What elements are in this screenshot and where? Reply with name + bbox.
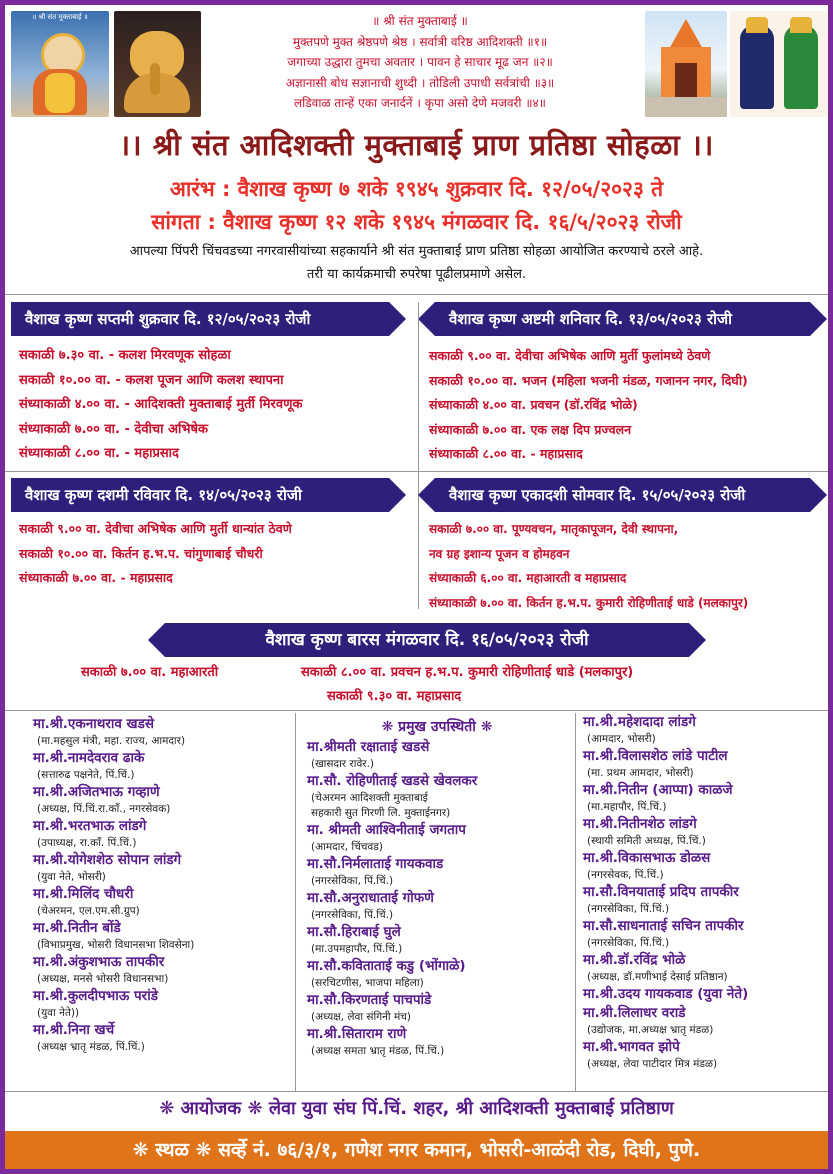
guest-entry (33, 851, 194, 885)
guest-name: मा.सौ.साधनाताई सचिन तापकीर (583, 918, 744, 934)
guest-entry (307, 1025, 567, 1059)
guest-entry (33, 919, 194, 953)
guest-entry (33, 783, 194, 817)
guest-name: मा.श्री.नामदेवराव ढाके (33, 750, 145, 766)
guest-entry (583, 951, 748, 985)
guests-middle-column (307, 717, 567, 1059)
guest-name: मा. श्रीमती आश्विनीताई जगताप (307, 822, 466, 838)
guest-role: (अध्यक्ष भ्रातृ मंडळ, पिं.चिं.) (37, 1041, 145, 1053)
schedule-item: संध्याकाळी ४.०० वा. - आदिशक्ती मुक्ताबाई मुर्ती मिरवणूक (19, 397, 303, 412)
day3-schedule (19, 517, 292, 591)
guest-name: मा.सौ.विनयाताई प्रदिप तापकीर (583, 884, 739, 900)
guest-entry (307, 772, 567, 821)
guest-name: मा.श्री.विलासशेठ लांडे पाटील (583, 748, 728, 764)
guest-name: मा.श्री.भरतभाऊ लांडगे (33, 818, 147, 834)
venue-footer: ❋ स्थळ ❋ सर्व्हे नं. ७६/३/१, गणेश नगर कमान, भोसरी-आळंदी रोड, दिघी, पुणे. (5, 1131, 828, 1169)
schedule-item: सकाळी १०.०० वा. - कलश पूजन आणि कलश स्थापना (19, 372, 284, 388)
guest-role: (अध्यक्ष समता भ्रातृ मंडळ, पिं.चिं.) (311, 1045, 445, 1057)
guest-entry (307, 923, 567, 957)
guest-role: (मा. प्रथम आमदार, भोसरी) (587, 767, 694, 779)
column-divider (295, 713, 296, 1091)
schedule-item: संध्याकाळी ६.०० वा. महाआरती व महाप्रसाद (429, 571, 627, 585)
guest-role: (सरचिटणीस, भाजपा महिला) (311, 977, 424, 989)
guest-name: मा.सौ.किरणताई पाचपांडे (307, 992, 432, 1008)
guest-name: मा.श्री.मिलिंद चौधरी (33, 886, 134, 902)
guest-name: मा.श्री.योगेशशेठ सोपान लांडगे (33, 852, 182, 868)
schedule-item: संध्याकाळी ४.०० वा. प्रवचन (डॉ.रविंद्र भोळे) (429, 397, 638, 412)
schedule-item: सकाळी ७.०० वा. पूण्यवचन, मातृकापूजन, देवी स्थापना, (429, 522, 679, 536)
guest-name: मा.श्रीमती रक्षाताई खडसे (307, 739, 430, 755)
event-title: ।। श्री संत आदिशक्ती मुक्ताबाई प्राण प्रतिष्ठा सोहळा ।। (119, 128, 714, 162)
guest-name: मा.श्री.एकनाथराव खडसे (33, 716, 154, 732)
guests-left-column (33, 715, 194, 1055)
day5-heading: वैशाख कृष्ण बारस मंगळवार दि. १६/०५/२०२३ रोजी (165, 623, 689, 657)
verse-line: मुक्तपणे मुक्त श्रेष्ठपणे श्रेष्ठ । सर्वात्री वरिष्ठ आदिशक्ती ॥१॥ (292, 34, 548, 49)
vitthal-rukmini-photo (730, 11, 828, 117)
guest-role: (नगरसेविका, पिं.चिं.) (587, 903, 670, 915)
guest-entry (583, 781, 748, 815)
section-divider (5, 710, 828, 711)
guest-name: मा.श्री.नितीन बोंडे (33, 920, 121, 936)
guest-entry (33, 953, 194, 987)
day5-item-2: सकाळी ८.०० वा. प्रवचन ह.भ.प. कुमारी रोहिणीताई धाडे (मलकापुर) (301, 665, 634, 680)
guest-name: मा.श्री.निना खर्चे (33, 1022, 115, 1038)
guest-role: (आमदार, चिंचवड) (311, 841, 383, 853)
day1-heading: वैशाख कृष्ण सप्तमी शुक्रवार दि. १२/०५/२०२३ रोजी (11, 302, 389, 336)
guest-entry (583, 815, 748, 849)
day1-schedule (19, 344, 302, 467)
section-divider (5, 1091, 828, 1092)
schedule-item: संध्याकाळी ७.०० वा. एक लक्ष दिप प्रज्वलन (429, 421, 632, 437)
guest-name: मा.श्री.अंकुशभाऊ तापकीर (33, 954, 165, 970)
guest-name: मा.श्री.भागवत झोपे (583, 1039, 680, 1055)
guest-entry (307, 855, 567, 889)
guest-role: (अध्यक्ष, लेवा पाटीदार मित्र मंडळ) (587, 1058, 718, 1070)
intro-line-1: आपल्या पिंपरी चिंचवडच्या नगरवासीयांच्या सहकार्याने श्री संत मुक्ताबाई प्राण प्रतिष्ठा सोहळा आयोजित करण्याचे ठरले आहे. (129, 244, 704, 259)
guest-role: (अध्यक्ष, पिं.चिं.रा.कॉं., नगरसेवक) (37, 803, 171, 815)
guest-entry (307, 821, 567, 855)
day4-schedule (429, 517, 748, 615)
guest-name: मा.सौ. रोहिणीताई खडसे खेवलकर (307, 773, 478, 789)
guest-name: मा.सौ.निर्मलाताई गायकवाड (307, 856, 444, 872)
guest-role: (विभाप्रमुख, भोसरी विधानसभा शिवसेना) (37, 939, 195, 951)
verse-line: लडिवाळ तान्हें एका जनार्दनें । कृपा असो देणे मजवरी ॥४॥ (294, 96, 546, 110)
guest-name: मा.सौ.हिराबाई घुले (307, 924, 401, 940)
photo-caption: ॥ श्री संत मुक्ताबाई ॥ (32, 13, 88, 21)
guest-entry (307, 738, 567, 772)
day4-heading: वैशाख कृष्ण एकादशी सोमवार दि. १५/०५/२०२३ रोजी (435, 478, 810, 512)
left-deity-photo (11, 11, 109, 117)
guest-role: (युवा नेते)) (37, 1007, 80, 1019)
section-divider (5, 471, 828, 472)
abhang-verses (180, 11, 660, 114)
verse-line: अज्ञानासी बोध सज्ञानाची शुध्दी । तोडिली उपाधी सर्वत्रांची ॥३॥ (285, 75, 555, 90)
guest-name: मा.श्री.अजितभाऊ गव्हाणे (33, 784, 160, 800)
guest-entry (583, 985, 748, 1004)
intro-line-2: तरी या कार्यक्रमाची रुपरेषा पूढीलप्रमाणे असेल. (306, 267, 527, 282)
guest-entry (33, 1021, 194, 1055)
guest-role: (उपाध्यक्ष, रा.कॉं. पिं.चिं.) (37, 837, 137, 849)
guest-entry (307, 957, 567, 991)
day5-item-3: सकाळी ९.३० वा. महाप्रसाद (327, 689, 462, 704)
section-divider (5, 294, 828, 295)
guest-role: सहकारी सुत गिरणी लि. मुक्ताईनगर) (311, 807, 451, 819)
guest-name: मा.श्री.उदय गायकवाड (युवा नेते) (583, 986, 749, 1002)
guest-entry (33, 817, 194, 851)
guest-entry (33, 715, 194, 749)
day3-heading: वैशाख कृष्ण दशमी रविवार दि. १४/०५/२०२३ रोजी (11, 478, 389, 512)
guest-role: (स्थायी समिती अध्यक्ष, पिं.चिं.) (587, 835, 706, 847)
guest-entry (33, 885, 194, 919)
guest-name: मा.सौ.अनुराधाताई गोफणे (307, 890, 434, 906)
guest-name: मा.श्री.नितीनशेठ लांडगे (583, 816, 697, 832)
schedule-item: संध्याकाळी ७.०० वा. - देवीचा अभिषेक (19, 421, 209, 437)
guest-name: मा.श्री.सिताराम राणे (307, 1026, 407, 1042)
schedule-item: संध्याकाळी ७.०० वा. - महाप्रसाद (19, 570, 173, 585)
guest-entry (583, 883, 748, 917)
column-divider (575, 713, 576, 1091)
guest-role: (मा.महापौर, पिं.चिं.) (587, 801, 667, 813)
guest-role: (अध्यक्ष, डॉ.मणीभाई देसाई प्रतिष्ठान) (587, 971, 728, 983)
verse-line: जगाच्या उद्धारा तुमचा अवतार । पावन हे साचार मूढ जन ॥२॥ (287, 55, 553, 69)
schedule-item: संध्याकाळी ८.०० वा. - महाप्रसाद (19, 446, 179, 461)
guest-role: (उद्योजक, मा.अध्यक्ष भ्रातृ मंडळ) (587, 1024, 714, 1036)
guest-role: (नगरसेविका, पिं.चिं.) (587, 937, 670, 949)
organizer-line: ❋ आयोजक ❋ लेवा युवा संघ पिं.चिं. शहर, श्री आदिशक्ती मुक्ताबाई प्रतिष्ठाण (159, 1098, 674, 1119)
guest-entry (583, 849, 748, 883)
verse-line: ॥ श्री संत मुक्ताबाई ॥ (372, 14, 468, 28)
guest-name: मा.श्री.विकासभाऊ डोळस (583, 850, 711, 866)
guest-role: (नगरसेविका, पिं.चिं.) (311, 875, 394, 887)
guest-name: मा.श्री.नितीन (आप्पा) काळजे (583, 782, 733, 798)
schedule-item: संध्याकाळी ७.०० वा. किर्तन ह.भ.प. कुमारी रोहिणीताई धाडे (मलकापुर) (429, 595, 749, 610)
schedule-item: सकाळी ७.३० वा. - कलश मिरवणूक सोहळा (19, 348, 231, 363)
guest-entry (583, 1038, 748, 1072)
guest-role: (अध्यक्ष, मनसे भोसरी विधानसभा) (37, 973, 169, 985)
guest-name: मा.श्री.कुलदीपभाऊ परांडे (33, 988, 158, 1004)
guest-entry (307, 889, 567, 923)
guest-role: (सत्तारुढ पक्षनेते, पिं.चिं.) (37, 769, 135, 781)
guests-right-column (583, 713, 748, 1072)
guest-role: (आमदार, भोसरी) (587, 733, 656, 745)
schedule-item: सकाळी १०.०० वा. भजन (महिला भजनी मंडळ, गजानन नगर, दिघी) (429, 372, 748, 388)
guest-role: (मा.उपमहापौर, पिं.चिं.) (311, 943, 403, 955)
guest-entry (583, 917, 748, 951)
guest-role: (युवा नेते, भोसरी) (37, 871, 106, 883)
presence-heading: ❋ प्रमुख उपस्थिती ❋ (381, 719, 493, 735)
end-date-line: सांगता : वैशाख कृष्ण १२ शके १९४५ मंगळवार दि. १६/५/२०२३ रोजी (151, 210, 682, 234)
guest-name: मा.श्री.डॉ.रविंद्र भोळे (583, 952, 686, 968)
schedule-item: सकाळी १०.०० वा. किर्तन ह.भ.प. चांगुणाबाई चौधरी (19, 545, 263, 561)
guest-entry (583, 713, 748, 747)
schedule-item: नव ग्रह इशान्य पूजन व होमहवन (429, 546, 570, 561)
day2-schedule (429, 344, 748, 467)
guest-name: मा.श्री.लिलाधर वराडे (583, 1005, 686, 1021)
guest-name: मा.सौ.कविताताई कडु (भोंगाळे) (307, 958, 466, 974)
day2-heading: वैशाख कृष्ण अष्टमी शनिवार दि. १३/०५/२०२३ रोजी (435, 302, 810, 336)
schedule-item: सकाळी ९.०० वा. देवीचा अभिषेक आणि मुर्ती धान्यांत ठेवणे (19, 521, 292, 536)
guest-role: (चेअरमन, एल.एम.सी.ग्रुप) (37, 905, 140, 917)
guest-entry (33, 749, 194, 783)
guest-role: (खासदार रावेर.) (311, 758, 375, 770)
guest-entry (33, 987, 194, 1021)
day5-item-1: सकाळी ७.०० वा. महाआरती (81, 665, 219, 680)
guest-role: (अध्यक्ष, लेवा संगिनी मंच) (311, 1011, 412, 1023)
start-date-line: आरंभ : वैशाख कृष्ण ७ शके १९४५ शुक्रवार दि. १२/०५/२०२३ ते (169, 177, 664, 201)
guest-name: मा.श्री.महेशदादा लांडगे (583, 714, 696, 730)
guest-role: (नगरसेविका, पिं.चिं.) (311, 909, 394, 921)
schedule-item: संध्याकाळी ८.०० वा. - महाप्रसाद (429, 446, 583, 461)
guest-entry (583, 747, 748, 781)
guest-role: (मा.महसुल मंत्री, महा. राज्य, आमदार) (37, 735, 186, 747)
guest-role: (नगरसेवक, पिं.चिं.) (587, 869, 664, 881)
guest-role: (चेअरमन आदिशक्ती मुक्ताबाई (311, 792, 428, 804)
guest-entry (307, 991, 567, 1025)
column-divider (418, 302, 419, 609)
schedule-item: सकाळी ९.०० वा. देवीचा अभिषेक आणि मुर्ती फुलांमध्ये ठेवणे (429, 348, 711, 363)
guest-entry (583, 1004, 748, 1038)
